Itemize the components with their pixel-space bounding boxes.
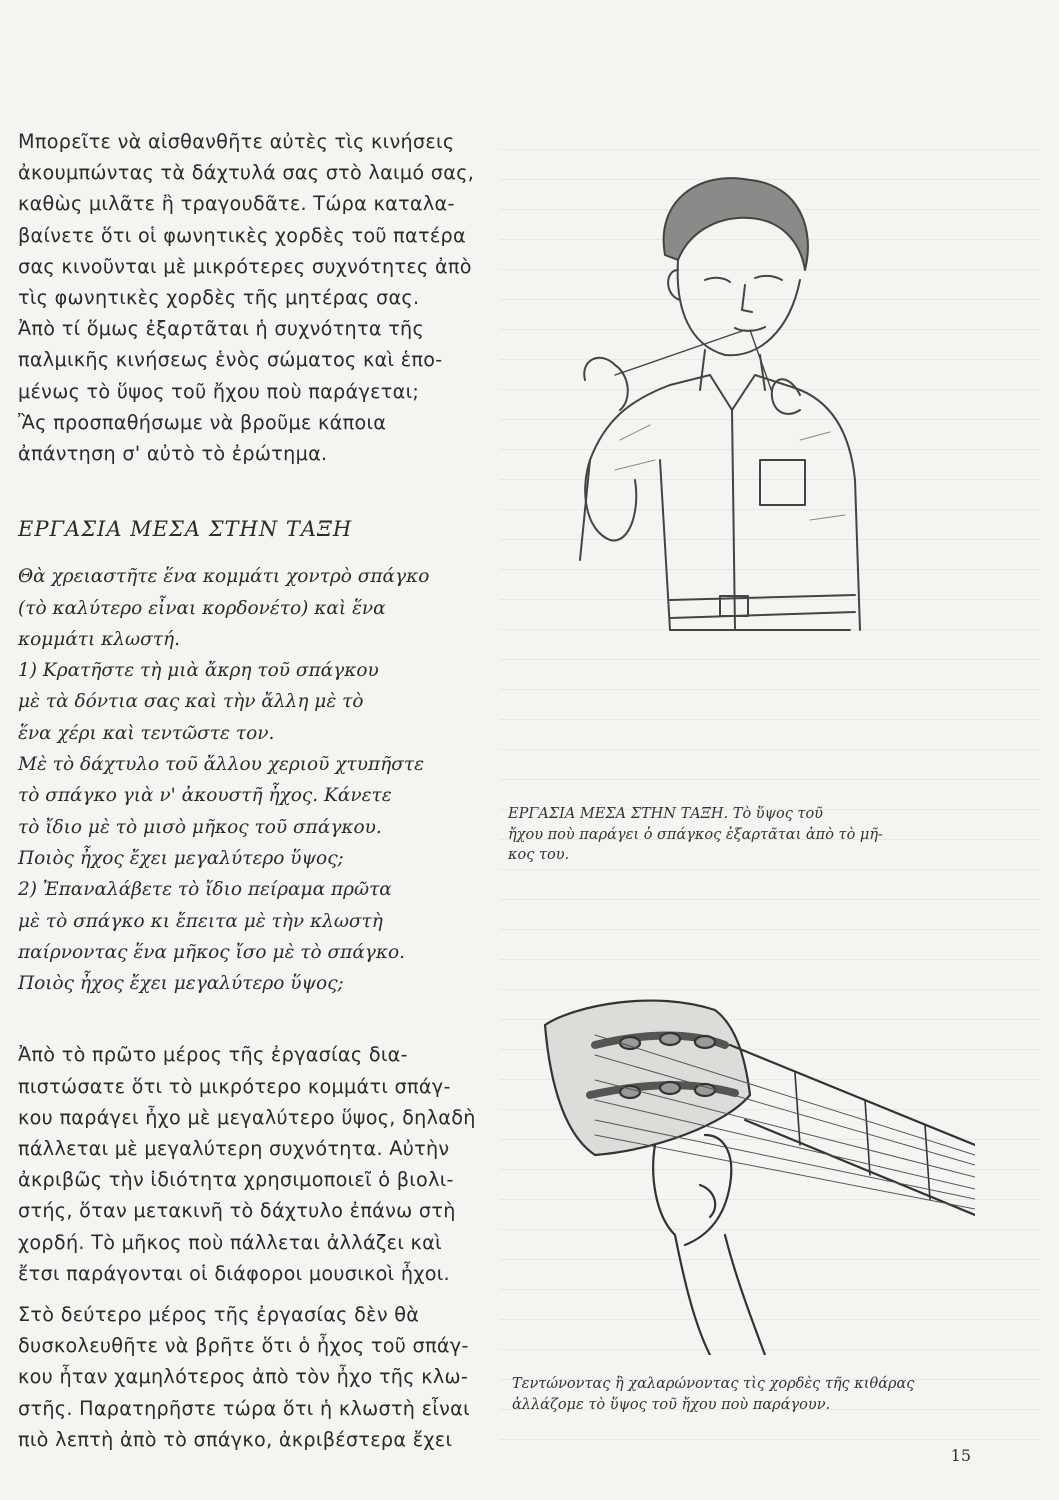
guitar-tuning-illustration bbox=[535, 985, 975, 1355]
left-text-column bbox=[18, 126, 476, 1455]
conclusion-paragraph: Ἀπὸ τὸ πρῶτο μέρος τῆς ἐργασίας δια- πιστώσατε ὅτι τὸ μικρότερο κομμάτι σπάγ- κου παράγει ἦχο μὲ μεγαλύτερο ὕψος, δηλαδὴ πάλλεται μὲ μεγαλύτερη συχνότητα. Αὐτὴν ἀκριβῶς τὴν ἰδιότητα χρησιμοποιεῖ ὁ βιολι- στής, ὅταν μετακινῆ τὸ δάχτυλο ἐπάνω στὴ χορδή. Τὸ μῆκος ποὺ πάλλεται ἀλλάζει καὶ ἔτσι παράγονται οἱ διάφοροι μουσικοὶ ἦχοι. bbox=[18, 1043, 476, 1285]
experiment-instructions: Θὰ χρειαστῆτε ἕνα κομμάτι χοντρὸ σπάγκο (τὸ καλύτερο εἶναι κορδονέτο) καὶ ἕνα κομμάτι κλωστή. 1) Κρατῆστε τὴ μιὰ ἄκρη τοῦ σπάγκου μὲ τὰ δόντια σας καὶ τὴν ἄλλη μὲ τὸ ἕνα χέρι καὶ τεντῶστε τον. Μὲ τὸ δάχτυλο τοῦ ἄλλου χεριοῦ χτυπῆστε τὸ σπάγκο γιὰ ν' ἀκουστῆ ἦχος. Κάνετε τὸ ἴδιο μὲ τὸ μισὸ μῆκος τοῦ σπάγκου. Ποιὸς ἦχος ἔχει μεγαλύτερο ὕψος; 2) Ἐπαναλάβετε τὸ ἴδιο πείραμα πρῶτα μὲ τὸ σπάγκο κι ἔπειτα μὲ τὴν κλωστὴ παίρνοντας ἕνα μῆκος ἴσο μὲ τὸ σπάγκο. Ποιὸς ἦχος ἔχει μεγαλύτερο ὕψος; bbox=[18, 566, 430, 995]
section-heading: ΕΡΓΑΣΙΑ ΜΕΣΑ ΣΤΗΝ ΤΑΞΗ bbox=[18, 517, 353, 542]
second-part-paragraph: Στὸ δεύτερο μέρος τῆς ἐργασίας δὲν θὰ δυσκολευθῆτε νὰ βρῆτε ὅτι ὁ ἦχος τοῦ σπάγ- κου ἦταν χαμηλότερος ἀπὸ τὸν ἦχο τῆς κλω- στῆς. Παρατηρῆστε τώρα ὅτι ἡ κλωστὴ εἶναι πιὸ λεπτὴ ἀπὸ τὸ σπάγκο, ἀκριβέστερα ἔχει bbox=[18, 1303, 470, 1451]
page-number: 15 bbox=[950, 1446, 971, 1465]
figure-2-caption: Τεντώνοντας ἢ χαλαρώνοντας τὶς χορδὲς τῆς κιθάρας ἀλλάζομε τὸ ὕψος τοῦ ἤχου ποὺ παράγουν. bbox=[512, 1376, 915, 1413]
figure-1-caption: ΕΡΓΑΣΙΑ ΜΕΣΑ ΣΤΗΝ ΤΑΞΗ. Τὸ ὕψος τοῦ ἤχου ποὺ παράγει ὁ σπάγκος ἐξαρτᾶται ἀπὸ τὸ μῆ- κος του. bbox=[508, 806, 883, 863]
boy-with-string-illustration bbox=[560, 160, 890, 650]
question-paragraph: Ἀπὸ τί ὅμως ἐξαρτᾶται ἡ συχνότητα τῆς παλμικῆς κινήσεως ἑνὸς σώματος καὶ ἑπο- μένως τὸ ὕψος τοῦ ἤχου ποὺ παράγεται; Ἂς προσπαθήσωμε νὰ βροῦμε κάποια ἀπάντηση σ' αὐτὸ τὸ ἐρώτημα. bbox=[18, 317, 443, 466]
intro-paragraph: Μπορεῖτε νὰ αἰσθανθῆτε αὐτὲς τὶς κινήσεις ἀκουμπώντας τὰ δάχτυλά σας στὸ λαιμό σας, καθὼς μιλᾶτε ἢ τραγουδᾶτε. Τώρα καταλα- βαίνετε ὅτι οἱ φωνητικὲς χορδὲς τοῦ πατέρα σας κινοῦνται μὲ μικρότερες συχνότητες ἀπὸ τὶς φωνητικὲς χορδὲς τῆς μητέρας σας. bbox=[18, 130, 475, 310]
